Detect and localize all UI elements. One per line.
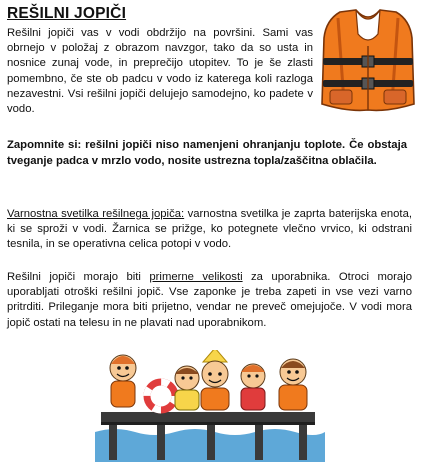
- safety-light-heading: Varnostna svetilka rešilnega jopiča:: [7, 208, 185, 220]
- paragraph-intro: Rešilni jopiči vas v vodi obdržijo na površini. Sami vas obrnejo v položaj z obrazom navzgor, tako da so usta in nosnice zunaj vode, in preprečijo utopitev. To je še zlasti pomembno, če ste ob padcu v vodo iz katerega koli razloga nezavestni. Vsi rešilni jopiči delujejo samodejno, ko padete v vodo.: [7, 27, 313, 116]
- life-vest-image: [318, 6, 418, 114]
- paragraph-fit: [7, 270, 412, 331]
- fit-text-end: za uporabnika. Otroci morajo uporabljati otroški rešilni jopič. Vse zaponke je treba zapeti in vse vezi varno pritrditi. Prileganje mora biti prijetno, vendar ne preveč omejujoče. V vodi mora jopič ostati na telesu in ne plavati nad uporabnikom.: [7, 271, 412, 329]
- paragraph-warning: Zapomnite si: rešilni jopiči niso namenjeni ohranjanju toplote. Če obstaja tveganje padca v mrzlo vodo, nosite ustrezna topla/zaščitna oblačila.: [7, 139, 407, 167]
- proper-size-term: primerne velikosti: [149, 271, 243, 283]
- safety-light-text: varnostna svetilka je zaprta baterijska enota, ki se sproži v vodi. Žarnica se prižge, ko potegnete vlečno vrvico, ki odstrani tesnila, in se operativna celica potopi v vodo.: [7, 208, 412, 251]
- paragraph-safety-light: [7, 207, 412, 253]
- page-title: REŠILNI JOPIČI: [7, 5, 127, 22]
- fit-text-start: Rešilni jopiči morajo biti: [7, 271, 150, 283]
- children-on-pier-image: [95, 350, 325, 462]
